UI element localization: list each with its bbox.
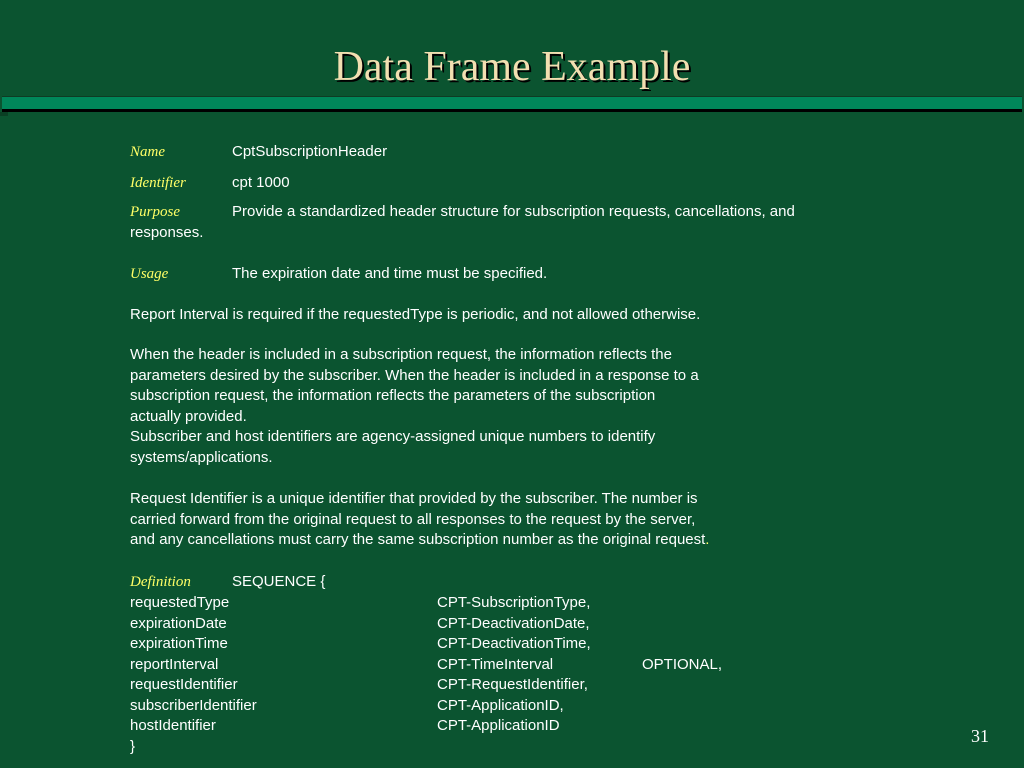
- usage-value: The expiration date and time must be specified.: [232, 265, 548, 282]
- request-line: [130, 530, 890, 551]
- request-trailing-dot: .: [705, 531, 710, 548]
- field-type: CPT-TimeInterval: [437, 655, 554, 673]
- identifier-value: cpt 1000: [232, 174, 290, 191]
- field-name: subscriberIdentifier: [130, 696, 257, 714]
- title-divider-shadow: [0, 112, 8, 116]
- header-line: parameters desired by the subscriber. When the header is included in a response to a: [130, 366, 699, 384]
- definition-close: }: [130, 738, 136, 755]
- purpose-value: Provide a standardized header structure for subscription requests, cancellations, and: [232, 203, 795, 220]
- title-divider-bar: [2, 96, 1022, 112]
- field-type: CPT-SubscriptionType,: [437, 594, 591, 611]
- field-type: CPT-DeactivationTime,: [437, 635, 591, 652]
- purpose-continuation: responses.: [130, 224, 204, 241]
- header-paragraph: [130, 345, 890, 468]
- field-name: requestIdentifier: [130, 676, 238, 693]
- header-line: Subscriber and host identifiers are agency-assigned unique numbers to identify: [130, 428, 656, 445]
- header-line: actually provided.: [130, 407, 247, 425]
- field-type: CPT-ApplicationID,: [437, 696, 564, 714]
- field-type: CPT-DeactivationDate,: [437, 614, 590, 632]
- request-line: Request Identifier is a unique identifier that provided by the subscriber. The number is: [130, 490, 698, 507]
- identifier-label: Identifier: [130, 175, 186, 191]
- report-interval-paragraph: Report Interval is required if the requestedType is periodic, and not allowed otherwise.: [130, 306, 701, 323]
- definition-open: SEQUENCE {: [232, 573, 326, 590]
- field-type: CPT-RequestIdentifier,: [437, 676, 588, 693]
- field-type: CPT-ApplicationID: [437, 717, 560, 734]
- field-name: reportInterval: [130, 655, 219, 673]
- usage-label: Usage: [130, 266, 169, 282]
- field-name: hostIdentifier: [130, 717, 216, 734]
- request-line: carried forward from the original request to all responses to the request by the server,: [130, 510, 696, 528]
- request-line-text: and any cancellations must carry the same subscription number as the original request: [130, 531, 706, 548]
- slide-title: Data Frame Example: [333, 44, 691, 90]
- header-line: subscription request, the information reflects the parameters of the subscription: [130, 387, 656, 404]
- field-name: requestedType: [130, 594, 230, 611]
- name-value: CptSubscriptionHeader: [232, 143, 388, 160]
- definition-label: Definition: [130, 574, 191, 590]
- field-optional: OPTIONAL,: [642, 655, 723, 673]
- header-line: When the header is included in a subscription request, the information reflects the: [130, 346, 672, 363]
- field-name: expirationTime: [130, 635, 228, 652]
- header-line: systems/applications.: [130, 448, 273, 466]
- request-paragraph: [130, 489, 890, 551]
- purpose-label: Purpose: [130, 204, 180, 220]
- name-label: Name: [130, 144, 165, 160]
- field-name: expirationDate: [130, 614, 227, 632]
- page-number: 31: [971, 726, 989, 746]
